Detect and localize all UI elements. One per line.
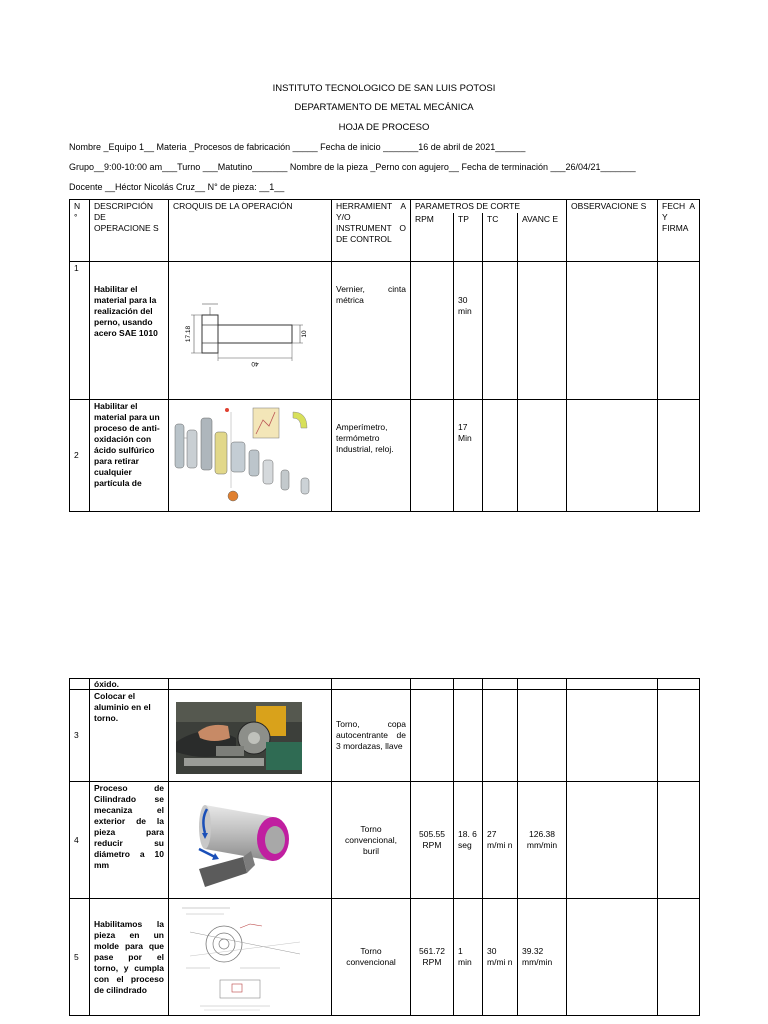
row-description: Habilitar el material para la realización del perno, usando acero SAE 1010 <box>90 261 169 399</box>
row-tool <box>332 679 411 690</box>
row-num: 1 <box>70 261 90 399</box>
info-line-name: Nombre _Equipo 1__ Materia _Procesos de fabricación _____ Fecha de inicio _______16 de abril de 2021______ <box>69 142 526 152</box>
header-description: DESCRIPCIÓN DE OPERACIONE S <box>90 200 169 262</box>
row-rpm: 505.55 RPM <box>411 782 454 899</box>
mold-diagram <box>180 902 308 1014</box>
row-tool: Torno, copa autocentrante de 3 mordazas, llave <box>332 690 411 782</box>
row-tool: Torno convencional, buril <box>332 782 411 899</box>
row-rpm <box>411 399 454 511</box>
row-description: Colocar el aluminio en el torno. <box>90 690 169 782</box>
row-tool: Vernier, cinta métrica <box>332 261 411 399</box>
process-table-page1 <box>69 199 700 512</box>
row-date <box>658 690 700 782</box>
row-description: Habilitamos la pieza en un molde para que pase por el torno, y cumpla con el proceso de cilindrado <box>90 899 169 1016</box>
row-date <box>658 261 700 399</box>
row-tool: Amperímetro, termómetro Industrial, reloj. <box>332 399 411 511</box>
document-title: HOJA DE PROCESO <box>338 122 430 133</box>
dim-label-diameter: 10 <box>301 330 308 338</box>
row-date <box>658 782 700 899</box>
dim-label-length: 40 <box>251 360 259 367</box>
table-row <box>70 679 700 690</box>
row-rpm <box>411 690 454 782</box>
header-observations: OBSERVACIONE S <box>567 200 658 262</box>
header-tc: TC <box>483 213 518 261</box>
row-tp: 1 min <box>454 899 483 1016</box>
dim-label-height: 17.18 <box>185 325 192 343</box>
header-cut-params: PARAMETROS DE CORTE <box>411 200 567 214</box>
row-tp: 17 Min <box>454 399 483 511</box>
row-avance <box>518 399 567 511</box>
row-num <box>70 679 90 690</box>
row-rpm <box>411 261 454 399</box>
row-tc: 27 m/mi n <box>483 782 518 899</box>
row-date <box>658 399 700 511</box>
row-sketch <box>169 679 332 690</box>
institute-title: INSTITUTO TECNOLOGICO DE SAN LUIS POTOSI <box>272 83 496 94</box>
row-num: 5 <box>70 899 90 1016</box>
table-row <box>70 261 700 399</box>
row-num: 4 <box>70 782 90 899</box>
row-description: Habilitar el material para un proceso de anti-oxidación con ácido sulfúrico para retirar cualquier partícula de <box>90 399 169 511</box>
header-date-signature: FECH A Y FIRMA <box>658 200 700 262</box>
header-sketch: CROQUIS DE LA OPERACIÓN <box>169 200 332 262</box>
header-rpm: RPM <box>411 213 454 261</box>
row-avance <box>518 679 567 690</box>
header-tp: TP <box>454 213 483 261</box>
row-rpm: 561.72 RPM <box>411 899 454 1016</box>
row-observations <box>567 679 658 690</box>
row-num: 3 <box>70 690 90 782</box>
header-tool: HERRAMIENT A Y/O INSTRUMENT O DE CONTROL <box>332 200 411 262</box>
table-row <box>70 899 700 1016</box>
row-tc <box>483 679 518 690</box>
row-tc <box>483 399 518 511</box>
row-date <box>658 899 700 1016</box>
row-tc <box>483 261 518 399</box>
row-num: 2 <box>70 399 90 511</box>
acid-plant-diagram <box>171 398 327 508</box>
row-tc: 30 m/mi n <box>483 899 518 1016</box>
row-observations <box>567 899 658 1016</box>
row-description: Proceso de Cilindrado se mecaniza el exterior de la pieza para reducir su diámetro a 10 mm <box>90 782 169 899</box>
row-observations <box>567 261 658 399</box>
row-date <box>658 679 700 690</box>
row-avance: 126.38 mm/min <box>518 782 567 899</box>
row-rpm <box>411 679 454 690</box>
row-observations <box>567 690 658 782</box>
row-observations <box>567 399 658 511</box>
row-tp <box>454 679 483 690</box>
row-avance: 39.32 mm/min <box>518 899 567 1016</box>
process-table-page2 <box>69 678 700 1016</box>
table-row <box>70 782 700 899</box>
row-tool: Torno convencional <box>332 899 411 1016</box>
row-tp: 18. 6 seg <box>454 782 483 899</box>
department-title: DEPARTAMENTO DE METAL MECÁNICA <box>294 102 474 113</box>
info-line-teacher: Docente __Héctor Nicolás Cruz__ N° de pieza: __1__ <box>69 182 285 192</box>
bolt-technical-drawing <box>172 292 324 376</box>
table-row <box>70 399 700 511</box>
row-tp: 30 min <box>454 261 483 399</box>
table-row <box>70 690 700 782</box>
row-avance <box>518 690 567 782</box>
info-line-group: Grupo__9:00-10:00 am___Turno ___Matutino_______ Nombre de la pieza _Perno con agujero__ Fecha de terminación ___26/04/21_______ <box>69 162 636 172</box>
cylinder-turning-render <box>185 795 293 891</box>
row-observations <box>567 782 658 899</box>
lathe-photo <box>176 702 302 774</box>
header-avance: AVANC E <box>518 213 567 261</box>
header-num: N ° <box>70 200 90 262</box>
row-description: óxido. <box>90 679 169 690</box>
row-avance <box>518 261 567 399</box>
row-tp <box>454 690 483 782</box>
row-tc <box>483 690 518 782</box>
